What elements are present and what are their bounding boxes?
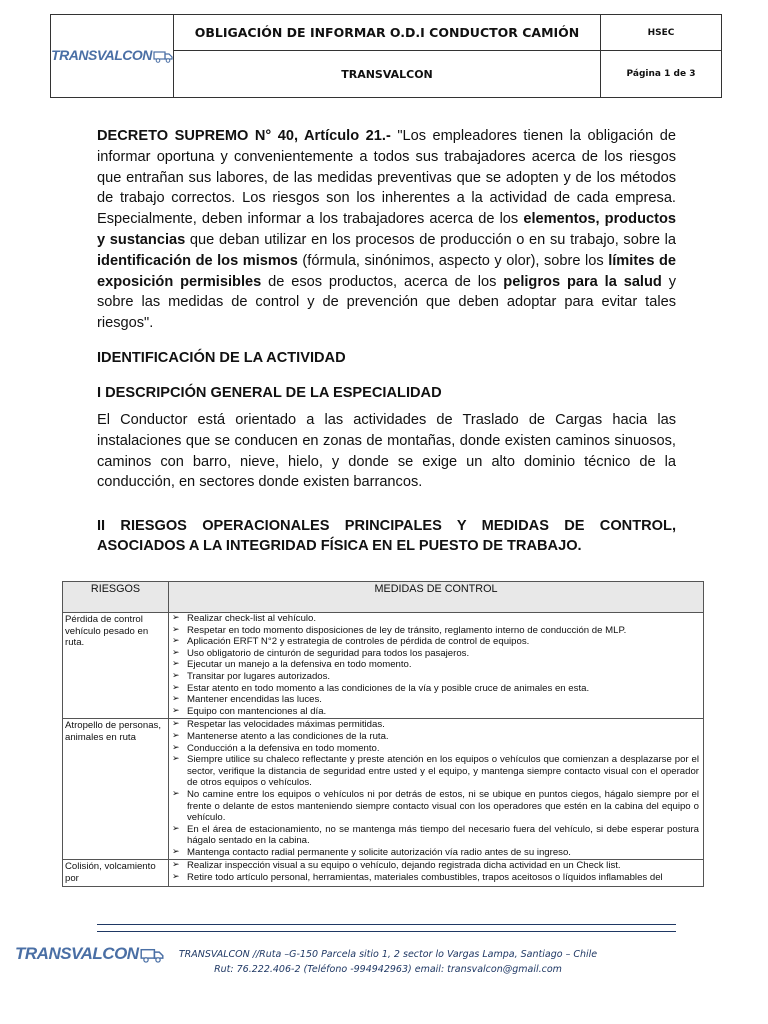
- footer-address: TRANSVALCON //Ruta –G-150 Parcela sitio 1, 2 sector lo Vargas Lampa, Santiago – Chile: [178, 949, 598, 960]
- footer-divider: [97, 924, 676, 925]
- footer-logo: TRANSVALCON: [15, 944, 164, 964]
- list-item: ➢ Mantenerse atento a las condiciones de la ruta.: [171, 731, 699, 743]
- list-item: ➢ Ejecutar un manejo a la defensiva en todo momento.: [171, 659, 699, 671]
- risk-cell: Colisión, volcamiento por: [63, 860, 169, 886]
- footer-contact: Rut: 76.222.406-2 (Teléfono -994942963) email: transvalcon@gmail.com: [214, 964, 562, 975]
- truck-icon: [153, 49, 173, 63]
- list-item: ➢ En el área de estacionamiento, no se mantenga más tiempo del necesario fuera del vehículo, si debe esperar postura hágalo sentado en la cabina.: [171, 824, 699, 847]
- specialty-description: El Conductor está orientado a las actividades de Traslado de Cargas hacia las instalaciones que se conducen en zonas de montañas, donde existen caminos sinuosos, caminos con barro, nieve, hielo, y donde se exige un alto dominio técnico de la conducción, en sectores donde existen barrancos.: [97, 412, 676, 491]
- list-item: ➢ Conducción a la defensiva en todo momento.: [171, 743, 699, 755]
- document-title: OBLIGACIÓN DE INFORMAR O.D.I CONDUCTOR CAMIÓN: [174, 15, 601, 51]
- list-item: ➢ Transitar por lugares autorizados.: [171, 671, 699, 683]
- transvalcon-logo: TRANSVALCON: [51, 47, 173, 65]
- risks-table: [62, 581, 704, 887]
- document-code: HSEC: [601, 15, 722, 51]
- footer-divider: [97, 931, 676, 932]
- list-item: ➢ Respetar las velocidades máximas permitidas.: [171, 719, 699, 731]
- list-item: ➢ Respetar en todo momento disposiciones de ley de tránsito, reglamento interno de conducción de MLP.: [171, 625, 699, 637]
- list-item: ➢ No camine entre los equipos o vehículos ni por detrás de estos, ni se ubique en puntos ciegos, hágalo siempre por el frente o delante de estos manteniendo siempre contacto visual con los operadores que estén en la cabina del equipo o vehículo.: [171, 789, 699, 824]
- list-item: ➢ Equipo con mantenciones al día.: [171, 706, 699, 718]
- risk-cell: Pérdida de control vehículo pesado en ruta.: [63, 613, 169, 719]
- measures-cell: [169, 719, 704, 860]
- measures-cell: [169, 860, 704, 886]
- table-row: [63, 719, 704, 860]
- list-item: ➢ Realizar check-list al vehículo.: [171, 613, 699, 625]
- measures-cell: [169, 613, 704, 719]
- decree-paragraph: DECRETO SUPREMO N° 40, Artículo 21.- "Los empleadores tienen la obligación de informar oportuna y convenientemente a todos sus trabajadores acerca de los riesgos que entrañan sus labores, de las medidas preventivas que se adopten y de los métodos de trabajo correctos. Los riesgos son los inherentes a la actividad de cada empresa. Especialmente, deben informar a los trabajadores acerca de los elementos, productos y sustancias que deban utilizar en los procesos de producción o en su trabajo, sobre la identificación de los mismos (fórmula, sinónimos, aspecto y olor), sobre los límites de exposición permisibles de esos productos, acerca de los peligros para la salud y sobre las medidas de control y de prevención que deben adoptar para evitar tales riesgos".: [97, 128, 677, 332]
- table-row: [63, 860, 704, 886]
- document-header: [50, 14, 722, 98]
- risks-heading: II RIESGOS OPERACIONALES PRINCIPALES Y MEDIDAS DE CONTROL, ASOCIADOS A LA INTEGRIDAD FÍSICA EN EL PUESTO DE TRABAJO.: [97, 518, 676, 554]
- list-item: ➢ Uso obligatorio de cinturón de seguridad para todos los pasajeros.: [171, 648, 699, 660]
- risks-column-header: RIESGOS: [63, 582, 169, 613]
- list-item: ➢ Siempre utilice su chaleco reflectante y preste atención en los equipos o vehículos que comienzan a desplazarse por el sector, verifique la distancia de seguridad entre usted y el equipo, y mantenga siempre contacto visual con el operador de otros equipos o vehículos.: [171, 754, 699, 789]
- list-item: ➢ Mantenga contacto radial permanente y solicite autorización vía radio antes de su ingreso.: [171, 847, 699, 859]
- risk-cell: Atropello de personas, animales en ruta: [63, 719, 169, 860]
- activity-heading: IDENTIFICACIÓN DE LA ACTIVIDAD: [97, 350, 346, 366]
- header-logo-cell: [51, 15, 174, 98]
- specialty-heading: I DESCRIPCIÓN GENERAL DE LA ESPECIALIDAD: [97, 385, 442, 401]
- page-number: Página 1 de 3: [601, 51, 722, 98]
- list-item: ➢ Mantener encendidas las luces.: [171, 694, 699, 706]
- list-item: ➢ Estar atento en todo momento a las condiciones de la vía y posible cruce de animales en esta.: [171, 683, 699, 695]
- list-item: ➢ Retire todo artículo personal, herramientas, materiales combustibles, trapos aceitosos o líquidos inflamables del: [171, 872, 699, 884]
- list-item: ➢ Realizar inspección visual a su equipo o vehículo, dejando registrada dicha actividad en un Check list.: [171, 860, 699, 872]
- list-item: ➢ Aplicación ERFT N°2 y estrategia de controles de pérdida de control de equipos.: [171, 636, 699, 648]
- measures-column-header: MEDIDAS DE CONTROL: [169, 582, 704, 613]
- header-company: TRANSVALCON: [174, 51, 601, 98]
- table-row: [63, 613, 704, 719]
